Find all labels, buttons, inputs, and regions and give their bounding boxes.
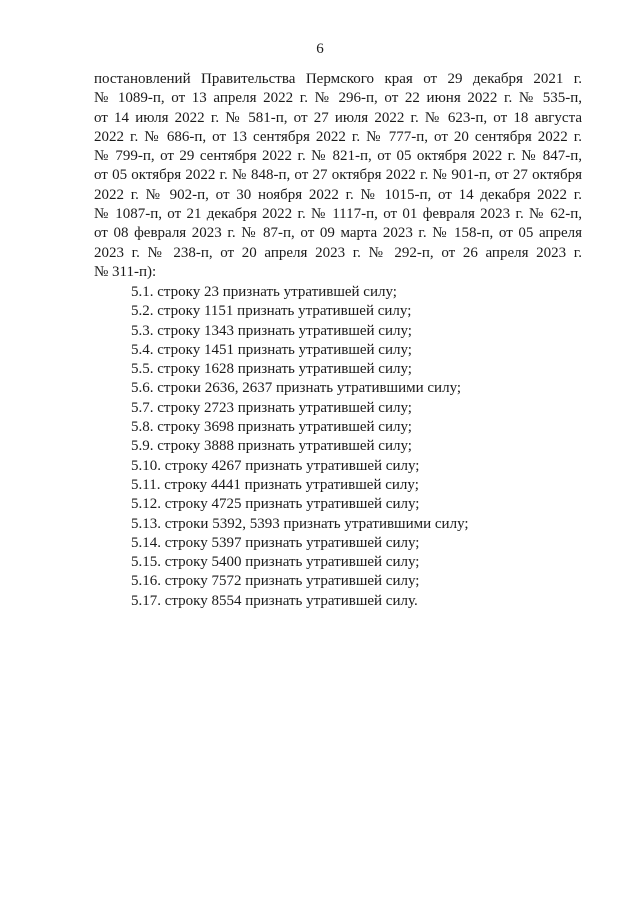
list-item: 5.5. строку 1628 признать утратившей силу; (131, 361, 412, 378)
list-item: 5.15. строку 5400 признать утратившей силу; (131, 554, 420, 571)
paragraph-line: от 14 июля 2022 г. № 581-п, от 27 июля 2022 г. № 623-п, от 18 августа (94, 109, 582, 126)
list-item: 5.11. строку 4441 признать утратившей силу; (131, 476, 419, 493)
list-item: 5.13. строки 5392, 5393 признать утратившими силу; (131, 515, 469, 532)
list-item: 5.4. строку 1451 признать утратившей силу; (131, 341, 412, 358)
paragraph-line: 2022 г. № 902-п, от 30 ноября 2022 г. № 1015-п, от 14 декабря 2022 г. (94, 186, 582, 203)
list-item: 5.7. строку 2723 признать утратившей силу; (131, 399, 412, 416)
item-list (131, 283, 591, 611)
list-item: 5.14. строку 5397 признать утратившей силу; (131, 534, 420, 551)
list-item: 5.16. строку 7572 признать утратившей силу; (131, 573, 420, 590)
list-item: 5.6. строки 2636, 2637 признать утратившими силу; (131, 380, 462, 397)
paragraph-line: постановлений Правительства Пермского края от 29 декабря 2021 г. (94, 71, 582, 87)
paragraph-line: № 311-п): (94, 263, 157, 280)
list-item: 5.9. строку 3888 признать утратившей силу; (131, 438, 412, 455)
list-item: 5.10. строку 4267 признать утратившей силу; (131, 457, 420, 474)
list-item: 5.1. строку 23 признать утратившей силу; (131, 284, 397, 300)
list-item: 5.17. строку 8554 признать утратившей силу. (131, 592, 418, 609)
list-item: 5.3. строку 1343 признать утратившей силу; (131, 322, 412, 339)
paragraph-line: от 05 октября 2022 г. № 848-п, от 27 октября 2022 г. № 901-п, от 27 октября (94, 167, 582, 184)
paragraph-line: № 799-п, от 29 сентября 2022 г. № 821-п, от 05 октября 2022 г. № 847-п, (94, 148, 582, 165)
page-number: 6 (316, 41, 324, 57)
paragraph-line: 2023 г. № 238-п, от 20 апреля 2023 г. № 292-п, от 26 апреля 2023 г. (94, 244, 582, 261)
list-item: 5.12. строку 4725 признать утратившей силу; (131, 496, 420, 513)
paragraph-line: 2022 г. № 686-п, от 13 сентября 2022 г. № 777-п, от 20 сентября 2022 г. (94, 128, 582, 145)
paragraph-line: № 1087-п, от 21 декабря 2022 г. № 1117-п, от 01 февраля 2023 г. № 62-п, (94, 206, 582, 223)
list-item: 5.8. строку 3698 признать утратившей силу; (131, 419, 412, 436)
paragraph-line: от 08 февраля 2023 г. № 87-п, от 09 марта 2023 г. № 158-п, от 05 апреля (94, 225, 582, 242)
list-item: 5.2. строку 1151 признать утратившей силу; (131, 303, 412, 320)
paragraph (94, 70, 582, 282)
paragraph-line: № 1089-п, от 13 апреля 2022 г. № 296-п, от 22 июня 2022 г. № 535-п, (94, 90, 582, 107)
